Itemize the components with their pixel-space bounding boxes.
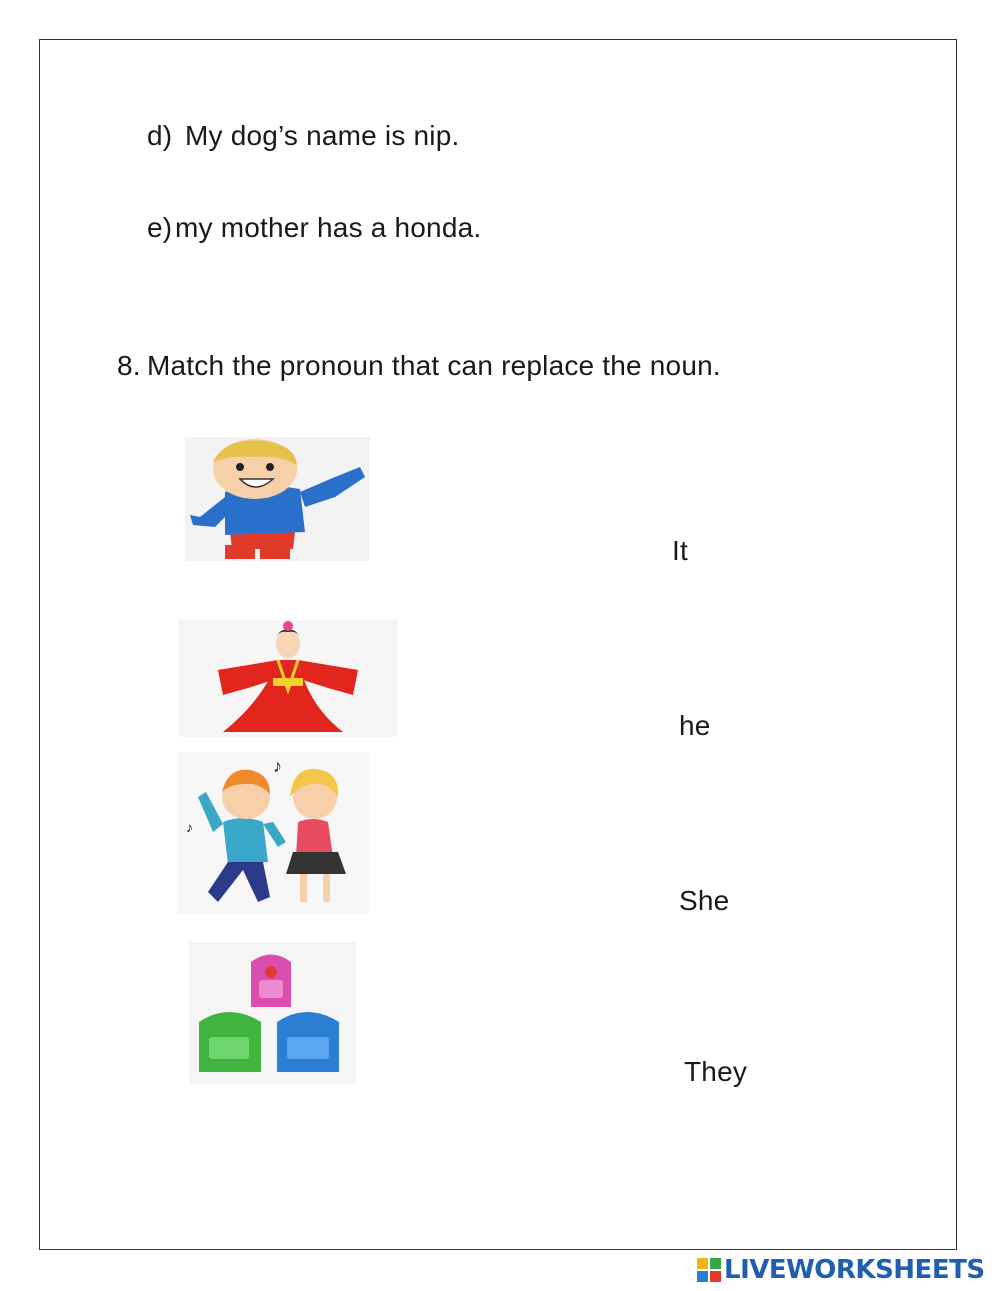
dancing-kids-icon: [178, 752, 370, 914]
kids-picture[interactable]: [178, 752, 370, 914]
sentence-e-marker: e): [147, 212, 173, 243]
boy-icon: [185, 437, 370, 561]
bags-picture[interactable]: [189, 942, 356, 1084]
svg-text:♪: ♪: [273, 756, 282, 776]
sentence-e: [147, 212, 481, 244]
liveworksheets-logo: [697, 1255, 985, 1285]
woman-in-red-dress-icon: [178, 620, 398, 737]
sentence-d-text: My dog’s name is nip.: [185, 120, 460, 151]
woman-picture[interactable]: [178, 620, 398, 737]
pronoun-option-they[interactable]: They: [684, 1056, 748, 1087]
liveworksheets-logo-icon: [697, 1258, 721, 1282]
boy-picture[interactable]: [185, 437, 370, 561]
pronoun-option-he[interactable]: he: [679, 710, 711, 741]
exercise-8-heading: [117, 350, 721, 382]
sentence-d: [147, 120, 459, 152]
pronoun-option-she[interactable]: She: [679, 885, 730, 916]
brand-name: LIVEWORKSHEETS: [724, 1255, 985, 1285]
exercise-8-number: 8.: [117, 350, 141, 381]
pronoun-option-it[interactable]: It: [672, 535, 688, 566]
school-bags-icon: [189, 942, 356, 1084]
svg-text:♪: ♪: [186, 819, 193, 835]
sentence-d-marker: d): [147, 120, 173, 151]
exercise-8-instruction: Match the pronoun that can replace the noun.: [147, 350, 721, 381]
sentence-e-text: my mother has a honda.: [175, 212, 482, 243]
